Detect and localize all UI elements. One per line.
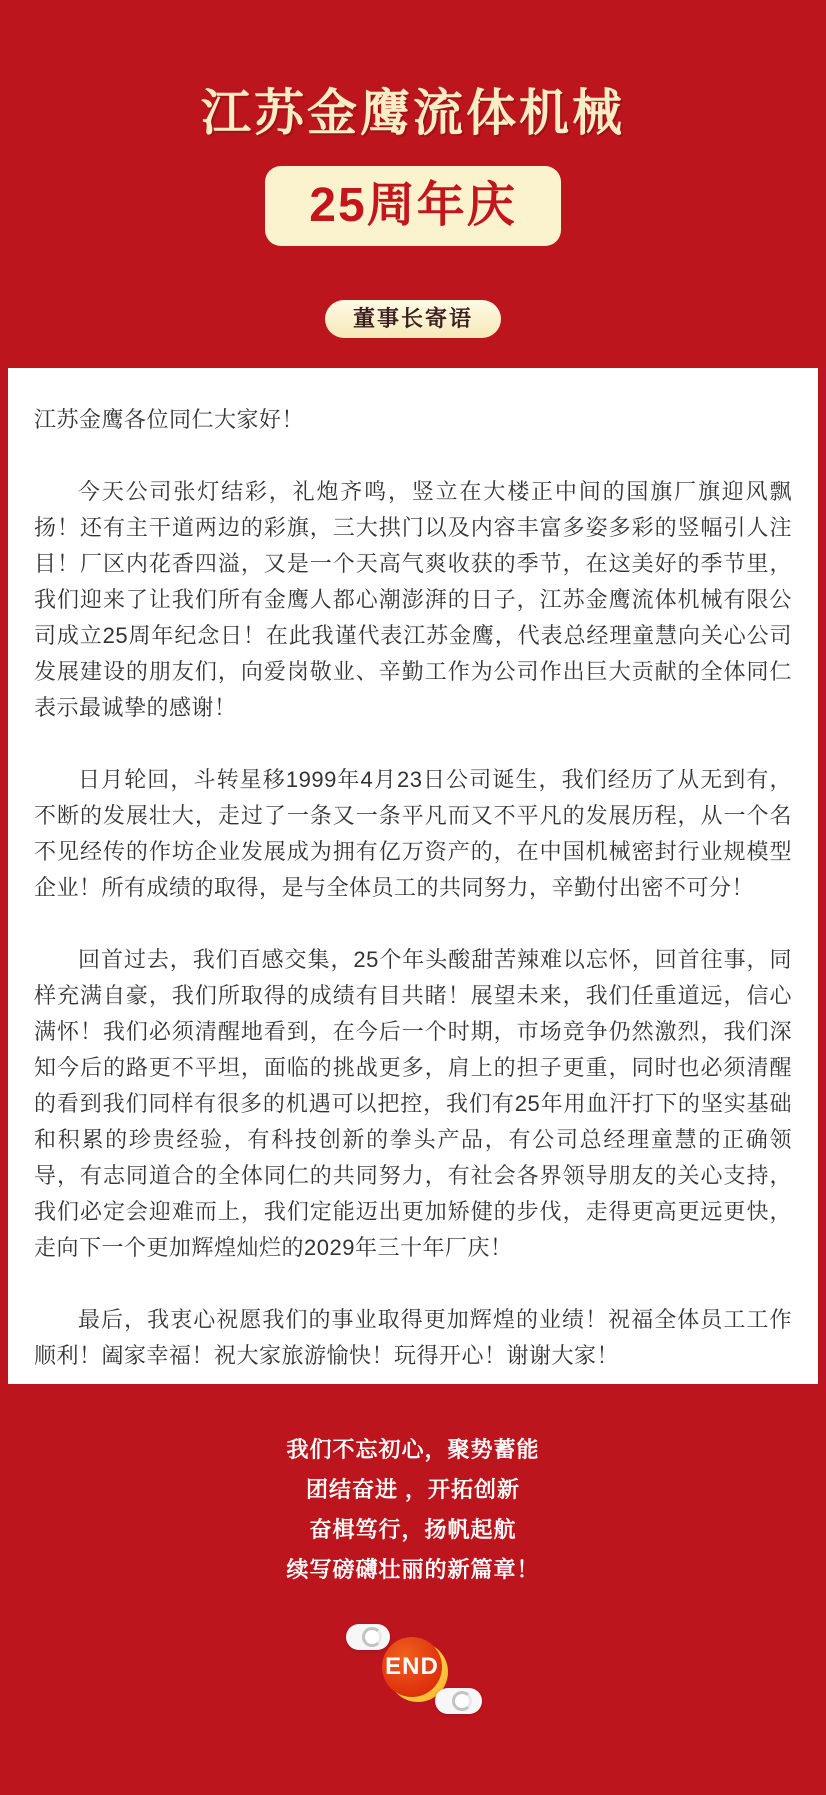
toggle-pill-icon (435, 1688, 482, 1714)
ring-icon (452, 1691, 472, 1711)
article-paragraph: 最后，我衷心祝愿我们的事业取得更加辉煌的业绩！祝福全体员工工作顺利！阖家幸福！祝大家旅游愉快！玩得开心！谢谢大家！ (34, 1307, 792, 1368)
toggle-pill-icon (346, 1624, 390, 1650)
end-label: END (385, 1653, 439, 1680)
ring-icon (362, 1627, 382, 1647)
footer (0, 1384, 826, 1795)
chairman-message-pill: 董事长寄语 (325, 300, 501, 338)
end-badge (382, 1637, 442, 1697)
slogan-line: 我们不忘初心，聚势蓄能 (286, 1437, 540, 1462)
page-title: 江苏金鹰流体机械 (201, 85, 625, 141)
slogan-line: 奋楫笃行，扬帆起航 (309, 1517, 517, 1542)
greeting-line: 江苏金鹰各位同仁大家好！ (34, 407, 305, 432)
header (0, 0, 826, 368)
article-paragraph: 日月轮回，斗转星移1999年4月23日公司诞生，我们经历了从无到有，不断的发展壮大，走过了一条又一条平凡而又不平凡的发展历程，从一个名不见经传的作坊企业发展成为拥有亿万资产的，在中国机械密封行业规模型企业！所有成绩的取得，是与全体员工的共同努力，辛勤付出密不可分！ (34, 767, 792, 900)
article-paragraph: 今天公司张灯结彩，礼炮齐鸣，竖立在大楼正中间的国旗厂旗迎风飘扬！还有主干道两边的彩旗，三大拱门以及内容丰富多姿多彩的竖幅引人注目！厂区内花香四溢，又是一个天高气爽收获的季节，在这美好的季节里，我们迎来了让我们所有金鹰人都心潮澎湃的日子，江苏金鹰流体机械有限公司成立25周年纪念日！在此我谨代表江苏金鹰，代表总经理童慧向关心公司发展建设的朋友们，向爱岗敬业、辛勤工作为公司作出巨大贡献的全体同仁表示最诚挚的感谢！ (34, 479, 792, 720)
anniversary-badge: 25周年庆 (265, 166, 560, 246)
slogan-line: 团结奋进 ，开拓创新 (305, 1477, 521, 1502)
end-decoration (0, 1590, 826, 1755)
article-card (8, 368, 818, 1384)
slogan-line: 续写磅礴壮丽的新篇章！ (286, 1557, 540, 1582)
article-paragraph: 回首过去，我们百感交集，25个年头酸甜苦辣难以忘怀，回首往事，同样充满自豪，我们所取得的成绩有目共睹！展望未来，我们任重道远，信心满怀！我们必须清醒地看到，在今后一个时期，市场竞争仍然激烈，我们深知今后的路更不平坦，面临的挑战更多，肩上的担子更重，同时也必须清醒的看到我们同样有很多的机遇可以把控，我们有25年用血汗打下的坚实基础和积累的珍贵经验，有科技创新的拳头产品，有公司总经理童慧的正确领导，有志同道合的全体同仁的共同努力，有社会各界领导朋友的关心支持，我们必定会迎难而上，我们定能迈出更加矫健的步伐，走得更高更远更快，走向下一个更加辉煌灿烂的2029年三十年厂庆！ (34, 947, 792, 1260)
